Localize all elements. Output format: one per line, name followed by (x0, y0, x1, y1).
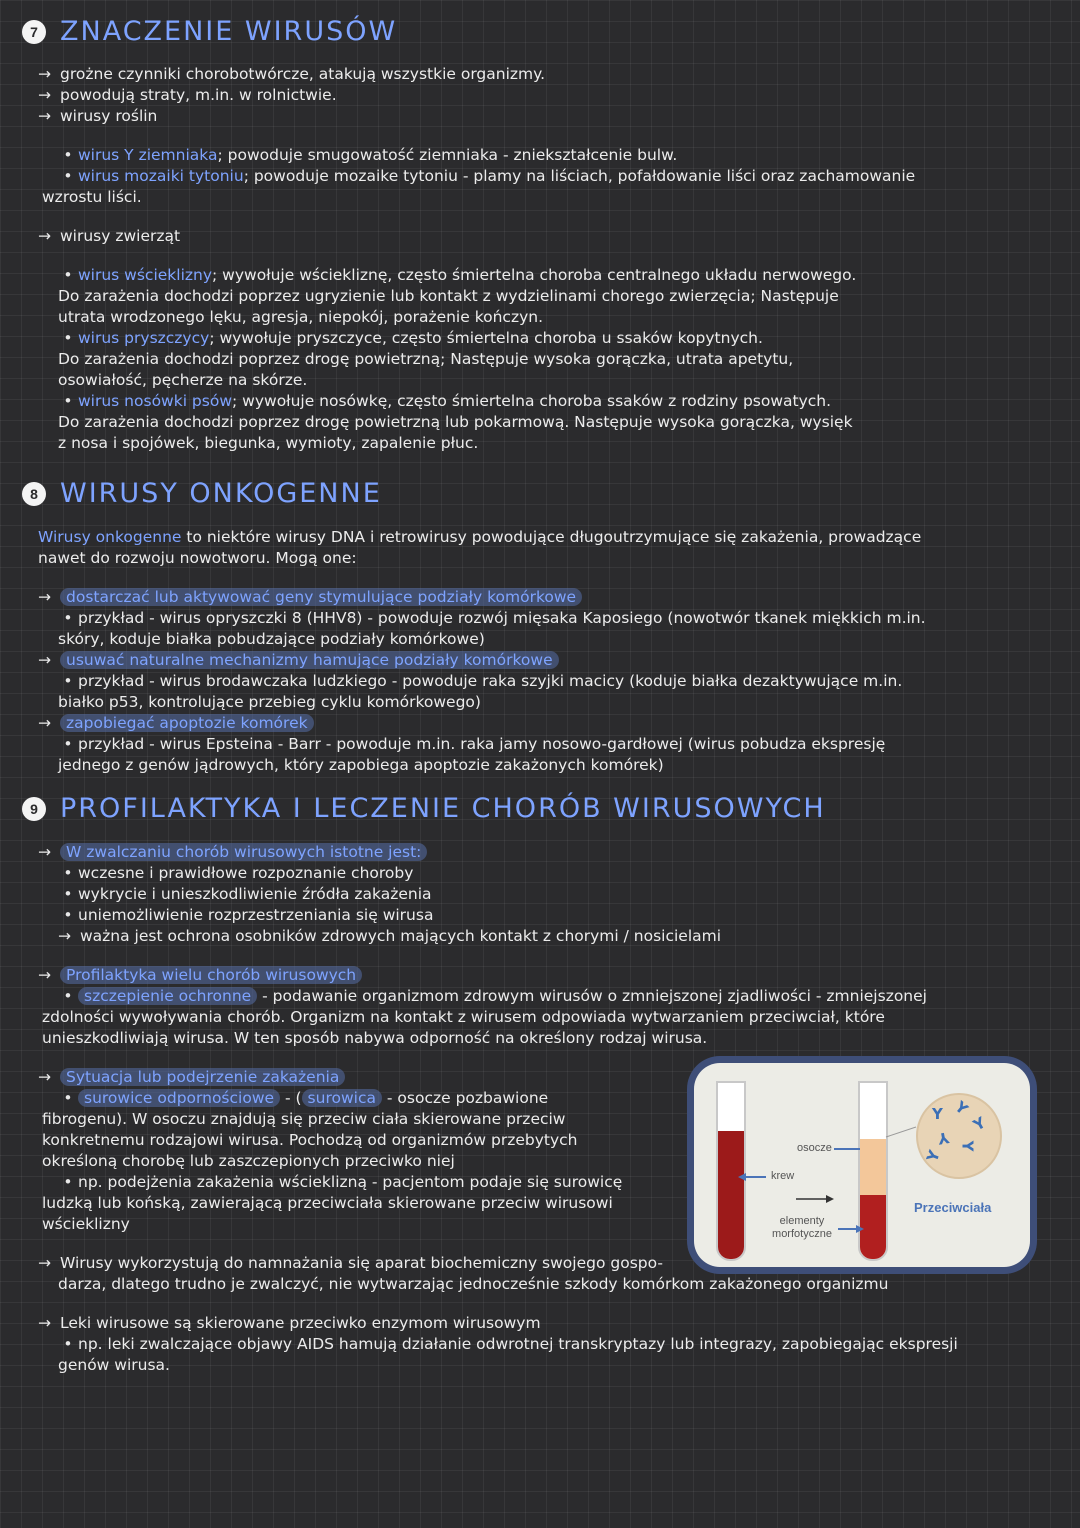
text-line: Wirusy onkogenne to niektóre wirusy DNA i retrowirusy powodujące długoutrzymujące się zakażenia, prowadzące (38, 528, 922, 546)
list-item: → Wirusy wykorzystują do namnażania się aparat biochemiczny swojego gospo- (38, 1254, 663, 1272)
label-cells: elementy morfotyczne (772, 1215, 832, 1240)
antibody-icon: Y (936, 1128, 951, 1148)
list-item: • wczesne i prawidłowe rozpoznanie choroby (38, 863, 958, 884)
bullet-icon: • (63, 1335, 73, 1353)
section-8-body (38, 527, 926, 776)
arrow-right-icon: → (38, 843, 51, 861)
arrow-right-icon: → (58, 927, 71, 945)
list-item: → wirusy roślin (38, 107, 158, 125)
text-line: darza, dlatego trudno je zwalczyć, nie wytwarzając jednocześnie szkody komórkom zakażonego organizmu (58, 1275, 889, 1293)
list-item: • wirus pryszczycy; wywołuje pryszczyce, często śmiertelna choroba u ssaków kopytnych. (38, 328, 915, 349)
text-line: wścieklizny (42, 1215, 130, 1233)
list-item: → wirusy zwierząt (38, 227, 181, 245)
list-item (38, 587, 926, 608)
text-line: określoną chorobę lub zaszczepionych przeciwko niej (42, 1152, 455, 1170)
highlight: szczepienie ochronne (78, 987, 257, 1005)
antibody-icon: Y (970, 1113, 989, 1135)
text-line: wzrostu liści. (42, 188, 142, 206)
text-line: Do zarażenia dochodzi poprzez ugryzienie lub kontakt z wydzielinami chorego zwierzęcia; Następuje (58, 287, 839, 305)
arrow-right-icon: → (38, 1314, 51, 1332)
highlight: dostarczać lub aktywować geny stymulujące podziały komórkowe (60, 588, 582, 606)
arrow-right-icon: → (38, 227, 51, 245)
section-title: ZNACZENIE WIRUSÓW (60, 16, 398, 47)
list-item: • wirus Y ziemniaka; powoduje smugowatość ziemniaka - zniekształcenie bulw. (38, 145, 915, 166)
text-line: utrata wrodzonego lęku, agresja, niepokój, porażenie kończyn. (58, 308, 544, 326)
list-item: • uniemożliwienie rozprzestrzeniania się wirusa (38, 905, 958, 926)
highlight: Sytuacja lub podejrzenie zakażenia (60, 1068, 345, 1086)
list-item: • szczepienie ochronne - podawanie organizmom zdrowym wirusów o zmniejszonej zjadliwości - zmniejszonej (38, 986, 958, 1007)
list-item (38, 713, 926, 734)
text-line: nawet do rozwoju nowotworu. Mogą one: (38, 549, 357, 567)
section-7-body (38, 64, 915, 454)
bullet-icon: • (63, 906, 73, 924)
bullet-icon: • (63, 329, 73, 347)
list-item: • wirus nosówki psów; wywołuje nosówkę, często śmiertelna choroba ssaków z rodziny psowatych. (38, 391, 915, 412)
antibody-icon: Y (923, 1147, 944, 1165)
label-plasma: osocze (797, 1142, 832, 1154)
antibody-icon: Y (932, 1105, 943, 1123)
list-item: • wykrycie i unieszkodliwienie źródła zakażenia (38, 884, 958, 905)
text-line: Do zarażenia dochodzi poprzez drogę powietrzną; Następuje wysoka gorączka, utrata apetytu, (58, 350, 794, 368)
list-item: → powodują straty, m.in. w rolnictwie. (38, 86, 337, 104)
text-line: z nosa i spojówek, biegunka, wymioty, zapalenie płuc. (58, 434, 479, 452)
list-item: • wirus wścieklizny; wywołuje wściekliznę, często śmiertelna choroba centralnego układu nerwowego. (38, 265, 915, 286)
highlight: surowice odpornościowe (78, 1089, 280, 1107)
arrow-right-icon: → (38, 651, 51, 669)
antibody-icon: Y (951, 1097, 972, 1119)
section-number: 9 (22, 797, 46, 821)
text-line: unieszkodliwiają wirusa. W ten sposób nabywa odporność na określony rodzaj wirusa. (42, 1029, 708, 1047)
section-number: 7 (22, 20, 46, 44)
text-line: ludzką lub końską, zawierającą przeciwciała skierowane przeciw wirusowi (42, 1194, 613, 1212)
list-item: → Leki wirusowe są skierowane przeciwko enzymom wirusowym (38, 1314, 541, 1332)
list-item: • przykład - wirus brodawczaka ludzkiego - powoduje raka szyjki macicy (koduje białka dezaktywujące m.in. (38, 671, 926, 692)
text-line: jednego z genów jądrowych, który zapobiega apoptozie zakażonych komórek) (58, 756, 664, 774)
list-item (38, 650, 926, 671)
highlight: surowica (302, 1089, 382, 1107)
list-item: • przykład - wirus Epsteina - Barr - powoduje m.in. raka jamy nosowo-gardłowej (wirus pobudza ekspresję (38, 734, 926, 755)
list-item: • surowice odpornościowe - ( surowica - osocze pozbawione (38, 1088, 958, 1109)
highlight: usuwać naturalne mechanizmy hamujące podziały komórkowe (60, 651, 559, 669)
label-antibodies: Przeciwciała (914, 1200, 992, 1215)
bullet-icon: • (63, 392, 73, 410)
bullet-icon: • (63, 987, 73, 1005)
section-7-header (22, 16, 397, 47)
list-item: • np. podejżenia zakażenia wścieklizną - pacjentom podaje się surowicę (38, 1172, 958, 1193)
list-item: • wirus mozaiki tytoniu; powoduje mozaike tytoniu - plamy na liściach, pofałdowanie liści oraz zachamowanie (38, 166, 915, 187)
text-line: Do zarażenia dochodzi poprzez drogę powietrzną lub pokarmową. Następuje wysoka gorączka, wysięk (58, 413, 853, 431)
bullet-icon: • (63, 864, 73, 882)
bullet-icon: • (63, 672, 73, 690)
text-line: skóry, koduje białka pobudzające podziały komórkowe) (58, 630, 485, 648)
arrow-right-icon: → (38, 65, 51, 83)
list-item (38, 965, 958, 986)
bullet-icon: • (63, 885, 73, 903)
section-number: 8 (22, 482, 46, 506)
list-item: • przykład - wirus opryszczki 8 (HHV8) - powoduje rozwój mięsaka Kaposiego (nowotwór tkanek miękkich m.in. (38, 608, 926, 629)
list-item: → grożne czynniki chorobotwórcze, atakują wszystkie organizmy. (38, 65, 546, 83)
label-blood: krew (771, 1170, 795, 1182)
bullet-icon: • (63, 735, 73, 753)
highlight: zapobiegać apoptozie komórek (60, 714, 314, 732)
arrow-right-icon: → (38, 588, 51, 606)
text-line: fibrogenu). W osoczu znajdują się przeciw ciała skierowane przeciw (42, 1110, 566, 1128)
bullet-icon: • (63, 146, 73, 164)
bullet-icon: • (63, 1089, 73, 1107)
text-line: genów wirusa. (58, 1356, 170, 1374)
list-item: • np. leki zwalczające objawy AIDS hamują działanie odwrotnej transkryptazy lub integrazy, zapobiegając ekspresji (38, 1334, 958, 1355)
arrow-right-icon: → (38, 1254, 51, 1272)
bullet-icon: • (63, 609, 73, 627)
arrow-right-icon: → (38, 107, 51, 125)
highlight: Profilaktyka wielu chorób wirusowych (60, 966, 362, 984)
bullet-icon: • (63, 266, 73, 284)
section-title: PROFILAKTYKA I LECZENIE CHORÓB WIRUSOWYCH (60, 793, 826, 824)
bullet-icon: • (63, 1173, 73, 1191)
antibody-icon: Y (958, 1140, 977, 1152)
section-title: WIRUSY ONKOGENNE (60, 478, 382, 509)
list-item (38, 842, 958, 863)
arrow-right-icon: → (38, 714, 51, 732)
text-line: konkretnemu rodzajowi wirusa. Pochodzą od organizmów przebytych (42, 1131, 578, 1149)
arrow-right-icon: → (38, 966, 51, 984)
section-9-header (22, 793, 826, 824)
highlight: W zwalczaniu chorób wirusowych istotne jest: (60, 843, 427, 861)
arrow-right-icon: → (38, 86, 51, 104)
blood-serum-figure (694, 1063, 1030, 1267)
text-line: zdolności wywoływania chorób. Organizm na kontakt z wirusem odpowiada wytwarzaniem przeciwciał, które (42, 1008, 885, 1026)
arrow-right-icon: → (38, 1068, 51, 1086)
text-line: białko p53, kontrolujące przebieg cyklu komórkowego) (58, 693, 481, 711)
list-item: → ważna jest ochrona osobników zdrowych mających kontakt z chorymi / nosicielami (58, 927, 722, 945)
section-8-header (22, 478, 382, 509)
text-line: osowiałość, pęcherze na skórze. (58, 371, 308, 389)
bullet-icon: • (63, 167, 73, 185)
antibodies-circle (916, 1093, 1002, 1179)
